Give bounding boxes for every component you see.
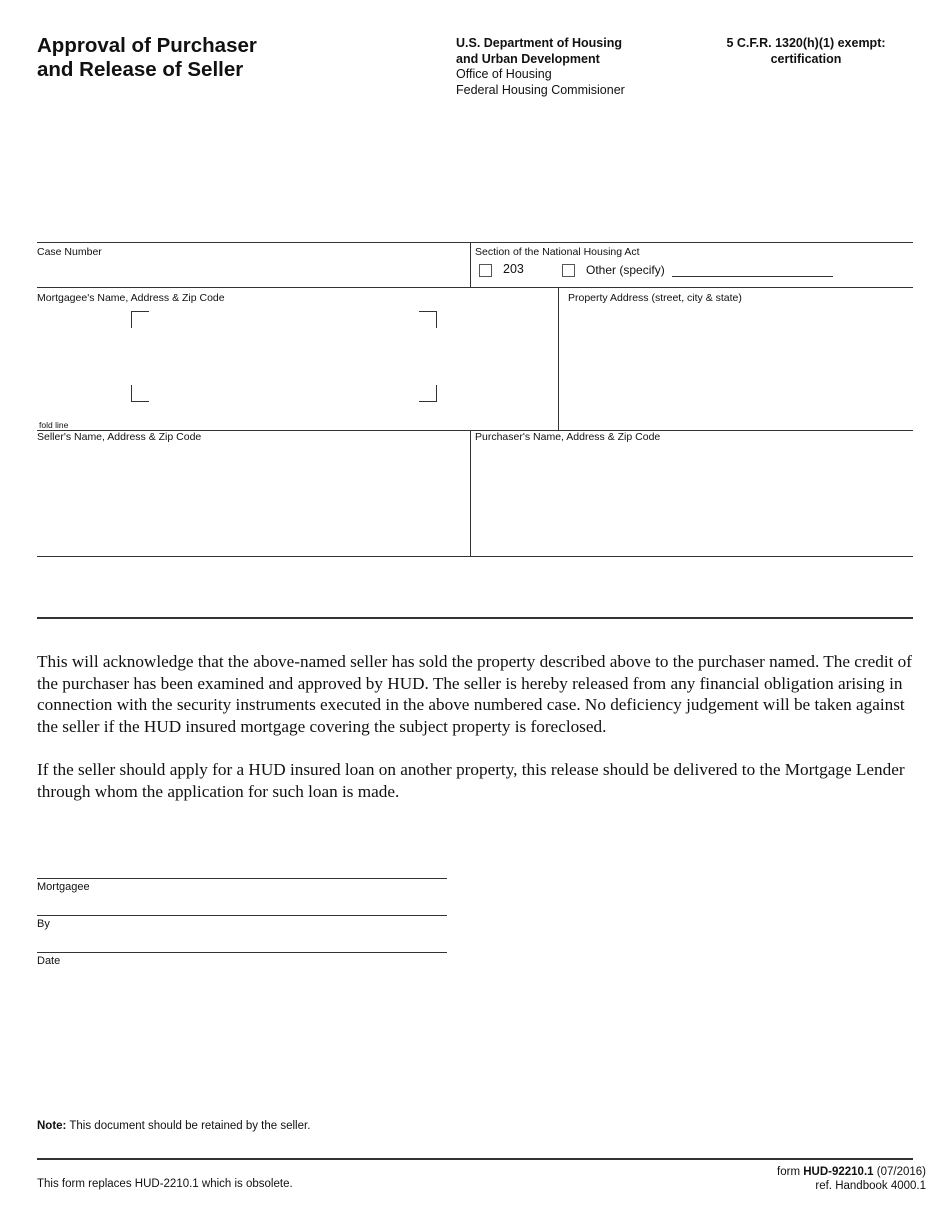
other-specify-line[interactable] [672,276,833,277]
retention-note [37,1120,310,1132]
note-text: This document should be retained by the seller. [69,1120,311,1132]
exemption-line2: certification [770,51,842,66]
option-203-label: 203 [503,262,524,276]
form-bottom-rule [37,617,913,619]
exemption-line1: 5 C.F.R. 1320(h)(1) exempt: [726,36,886,50]
agency-block [456,36,625,98]
mortgagee-signature-line[interactable] [37,878,447,879]
divider-seller-purchaser [470,430,471,556]
window-corner-bottom-right [419,385,437,402]
footer-rule [37,1158,913,1160]
by-signature-line[interactable] [37,915,447,916]
form-prefix: form [777,1166,801,1178]
fold-line-label: fold line [39,420,69,430]
checkbox-203[interactable] [479,264,492,277]
date-line[interactable] [37,952,447,953]
delivery-paragraph: If the seller should apply for a HUD insured loan on another property, this release should be delivered to the Mortgage Lender through whom the application for such loan is made. [37,760,905,801]
form-title-line1: Approval of Purchaser [37,34,257,57]
form-id-block [777,1165,926,1193]
acknowledgement-paragraph: This will acknowledge that the above-named seller has sold the property described above to the purchaser named. The credit of the purchaser has been examined and approved by HUD. The seller is hereby released from any financial obligation arising in connection with the security instruments executed in the above numbered case. No deficiency judgement will be taken against the seller if the HUD insured mortgage covering the subject property is foreclosed. [37,652,912,736]
form-title-line2: and Release of Seller [37,58,244,81]
seller-label: Seller's Name, Address & Zip Code [37,431,202,443]
form-number: HUD-92210.1 [803,1166,874,1178]
agency-line2: and Urban Development [456,51,600,66]
form-date: (07/2016) [876,1166,926,1178]
agency-line3: Office of Housing [456,67,552,81]
mortgagee-sig-label: Mortgagee [37,881,90,893]
case-number-label: Case Number [37,246,102,258]
section-label: Section of the National Housing Act [475,246,640,258]
agency-line4: Federal Housing Commisioner [456,82,625,97]
by-label: By [37,918,50,930]
property-address-label: Property Address (street, city & state) [568,292,742,304]
date-label: Date [37,955,61,967]
checkbox-other[interactable] [562,264,575,277]
handbook-ref: ref. Handbook 4000.1 [815,1180,926,1192]
row3-rule [37,556,913,557]
divider-mortgagee-property [558,287,559,430]
window-corner-top-left [131,311,149,328]
row1-rule [37,287,913,288]
agency-line1: U.S. Department of Housing [456,36,622,50]
replaces-note: This form replaces HUD-2210.1 which is obsolete. [37,1178,293,1190]
form-id-line [777,1165,926,1179]
form-top-rule [37,242,913,243]
window-corner-bottom-left [131,385,149,402]
window-corner-top-right [419,311,437,328]
note-label: Note: [37,1120,67,1132]
purchaser-label: Purchaser's Name, Address & Zip Code [475,431,661,443]
mortgagee-label: Mortgagee's Name, Address & Zip Code [37,292,225,304]
form-title [37,34,257,82]
divider-case-section [470,242,471,287]
option-other-label: Other (specify) [586,263,665,277]
exemption-note [700,36,912,67]
